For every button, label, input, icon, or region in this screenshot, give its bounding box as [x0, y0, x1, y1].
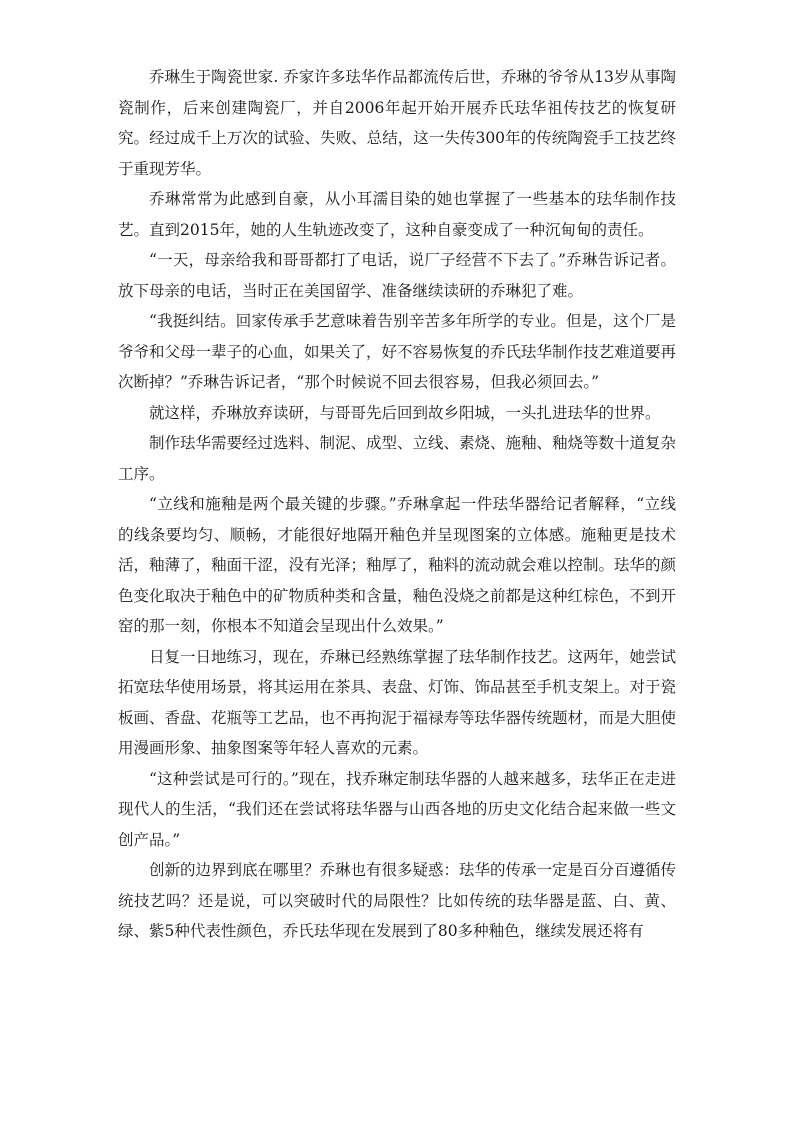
paragraph: 就这样，乔琳放弃读研，与哥哥先后回到故乡阳城，一头扎进珐华的世界。	[149, 403, 661, 422]
paragraph: 日复一日地练习，现在，乔琳已经熟练掌握了珐华制作技艺。这两年，她尝试拓宽珐华使用场景，将其运用在茶具、表盘、灯饰、饰品甚至手机支架上。对于瓷板画、香盘、花瓶等工艺品，也不再拘泥于福禄寿等珐华器传统题材，而是大胆使用漫画形象、抽象图案等年轻人喜欢的元素。	[118, 647, 677, 757]
paragraph: 乔琳生于陶瓷世家. 乔家许多珐华作品都流传后世，乔琳的爷爷从13岁从事陶瓷制作，后来创建陶瓷厂，并自2006年起开始开展乔氏珐华祖传技艺的恢复研究。经过成千上万次的试验、失败、总结，这一失传300年的传统陶瓷手工技艺终于重现芳华。	[118, 68, 676, 178]
paragraph: “我挺纠结。回家传承手艺意味着告别辛苦多年所学的专业。但是，这个厂是爷爷和父母一辈子的心血，如果关了，好不容易恢复的乔氏珐华制作技艺难道要再次断掉？”乔琳告诉记者，“那个时候说不回去很容易，但我必须回去。”	[118, 312, 677, 391]
paragraph: “一天，母亲给我和哥哥都打了电话，说厂子经营不下去了。”乔琳告诉记者。放下母亲的电话，当时正在美国留学、准备继续读研的乔琳犯了难。	[118, 251, 676, 300]
paragraph: “这种尝试是可行的。”现在，找乔琳定制珐华器的人越来越多，珐华正在走进现代人的生活，“我们还在尝试将珐华器与山西各地的历史文化结合起来做一些文创产品。”	[118, 769, 676, 849]
paragraph: 创新的边界到底在哪里？乔琳也有很多疑惑：珐华的传承一定是百分百遵循传统技艺吗？还是说，可以突破时代的局限性？比如传统的珐华器是蓝、白、黄、绿、紫5种代表性颜色，乔氏珐华现在发展到了80多种釉色，继续发展还将有	[118, 861, 677, 940]
paragraph: “立线和施釉是两个最关键的步骤。”乔琳拿起一件珐华器给记者解释，“立线的线条要均匀、顺畅，才能很好地隔开釉色并呈现图案的立体感。施釉更是技术活，釉薄了，釉面干涩，没有光泽；釉厚了，釉料的流动就会难以控制。珐华的颜色变化取决于釉色中的矿物质种类和含量，釉色没烧之前都是这种红棕色，不到开窑的那一刻，你根本不知道会呈现出什么效果。”	[118, 495, 677, 635]
paragraph: 制作珐华需要经过选料、制泥、成型、立线、素烧、施釉、釉烧等数十道复杂工序。	[118, 434, 677, 483]
article-body	[118, 62, 676, 947]
paragraph: 乔琳常常为此感到自豪，从小耳濡目染的她也掌握了一些基本的珐华制作技艺。直到2015年，她的人生轨迹改变了，这种自豪变成了一种沉甸甸的责任。	[118, 190, 676, 239]
